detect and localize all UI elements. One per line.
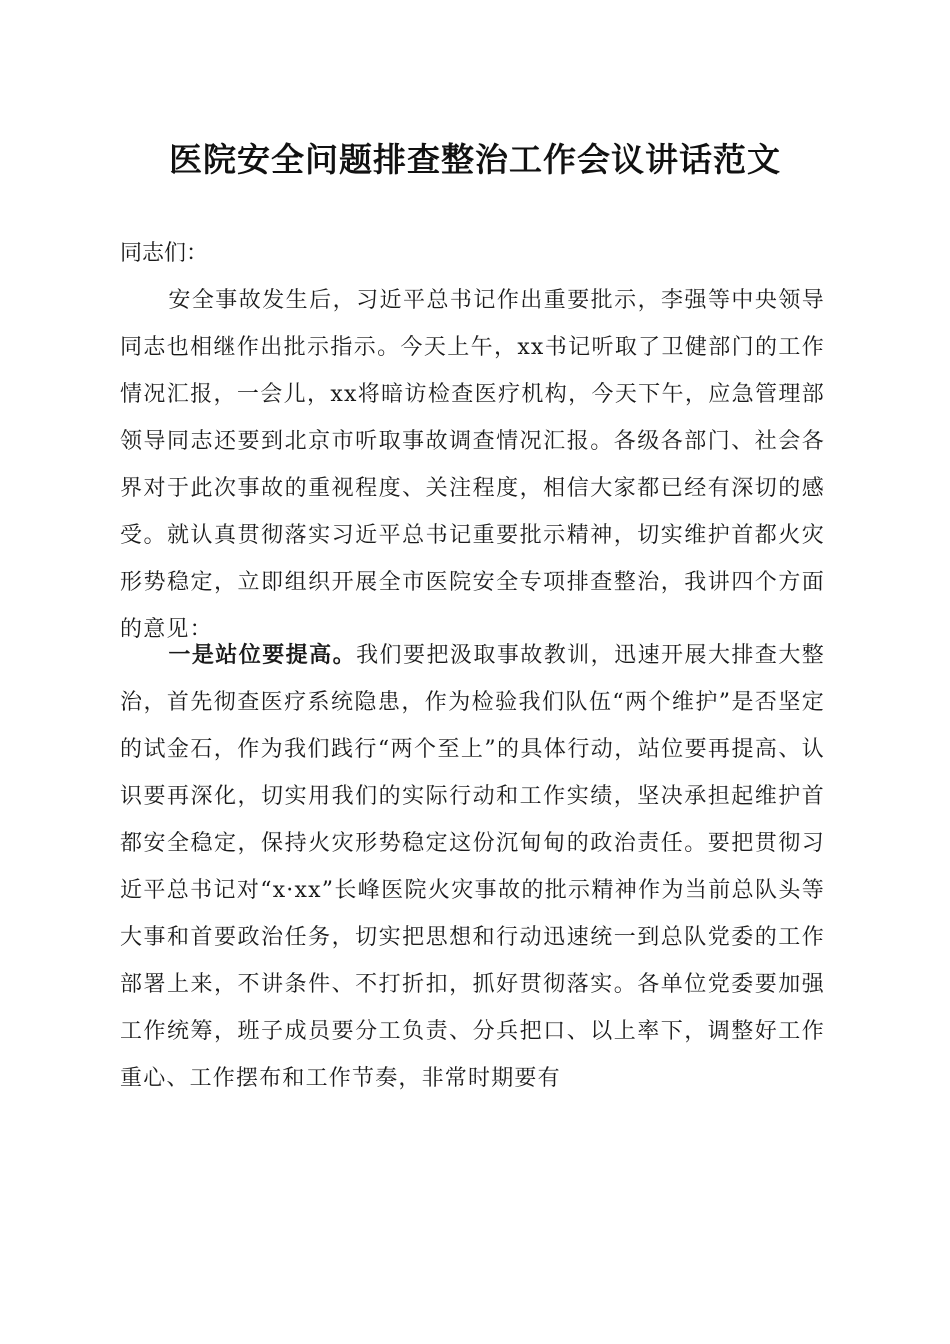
paragraph-intro: 安全事故发生后，习近平总书记作出重要批示，李强等中央领导同志也相继作出批示指示。今天上午，xx书记听取了卫健部门的工作情况汇报，一会儿，xx将暗访检查医疗机构，今天下午，应急管理部领导同志还要到北京市听取事故调查情况汇报。各级各部门、社会各界对于此次事故的重视程度、关注程度，相信大家都已经有深切的感受。就认真贯彻落实习近平总书记重要批示精神，切实维护首都火灾形势稳定，立即组织开展全市医院安全专项排查整治，我讲四个方面的意见： bbox=[120, 288, 825, 642]
salutation: 同志们： bbox=[120, 241, 209, 266]
paragraph-point-one-body: 我们要把汲取事故教训，迅速开展大排查大整治，首先彻查医疗系统隐患，作为检验我们队伍“两个维护”是否坚定的试金石，作为我们践行“两个至上”的具体行动，站位要再提高、认识要再深化，切实用我们的实际行动和工作实绩，坚决承担起维护首都安全稳定，保持火灾形势稳定这份沉甸甸的政治责任。要把贯彻习近平总书记对“x·xx”长峰医院火灾事故的批示精神作为当前总队头等大事和首要政治任务，切实把思想和行动迅速统一到总队党委的工作部署上来，不讲条件、不打折扣，抓好贯彻落实。各单位党委要加强工作统筹，班子成员要分工负责、分兵把口、以上率下，调整好工作重心、工作摆布和工作节奏，非常时期要有 bbox=[120, 643, 825, 1091]
paragraph-point-one bbox=[120, 632, 825, 1102]
paragraph-point-one-lead: 一是站位要提高。 bbox=[168, 642, 357, 668]
document-title: 医院安全问题排查整治工作会议讲话范文 bbox=[169, 140, 781, 179]
